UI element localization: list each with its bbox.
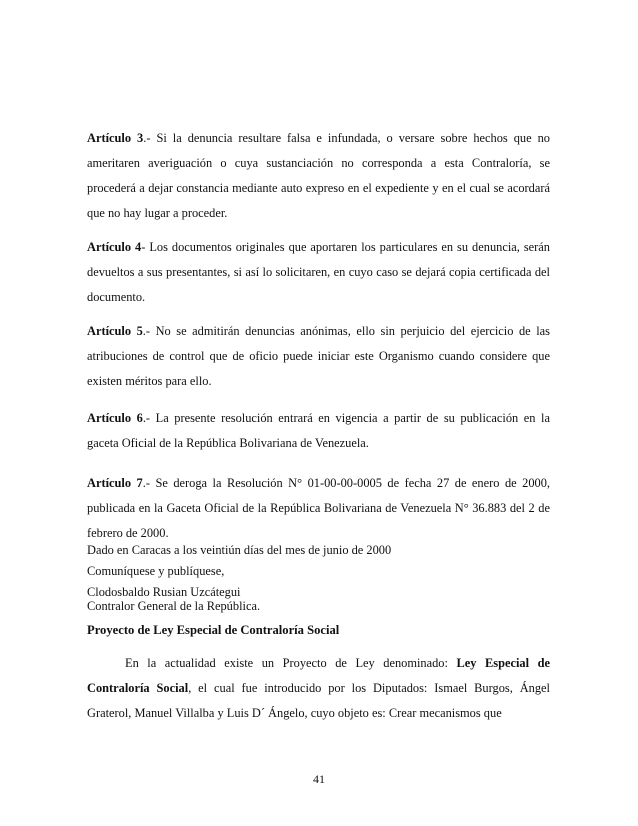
article-4 <box>87 235 550 310</box>
closing-dated: Dado en Caracas a los veintiún días del mes de junio de 2000 <box>87 543 392 557</box>
page-number: 41 <box>313 772 325 786</box>
article-5 <box>87 319 550 394</box>
article-3 <box>87 126 550 226</box>
article-3-label: Artículo 3 <box>87 131 144 145</box>
article-7-text: .- Se deroga la Resolución N° 01-00-00-0005 de fecha 27 de enero de 2000, publicada en la Gaceta Oficial de la República Bolivariana de Venezuela N° 36.883 del 2 de febrero de 2000. <box>87 476 550 540</box>
article-7-label: Artículo 7 <box>87 476 143 490</box>
section-paragraph-bold: Ley Especial de Contraloría Social <box>87 656 550 695</box>
section-paragraph <box>87 651 550 726</box>
article-5-text: .- No se admitirán denuncias anónimas, ello sin perjuicio del ejercicio de las atribuciones de control que de oficio puede iniciar este Organismo cuando considere que existen méritos para ello. <box>87 324 550 388</box>
article-6-label: Artículo 6 <box>87 411 143 425</box>
article-4-text: - Los documentos originales que aportaren los particulares en su denuncia, serán devueltos a sus presentantes, si así lo solicitaren, en cuyo caso se dejará copia certificada del documento. <box>87 240 550 304</box>
article-6-text: .- La presente resolución entrará en vigencia a partir de su publicación en la gaceta Oficial de la República Bolivariana de Venezuela. <box>87 411 551 450</box>
article-4-label: Artículo 4 <box>87 240 142 254</box>
section-paragraph-part1: En la actualidad existe un Proyecto de Ley denominado: <box>125 656 457 670</box>
article-6 <box>87 406 550 456</box>
article-7 <box>87 471 550 546</box>
closing-publish: Comuníquese y publíquese, <box>87 564 225 578</box>
signer-name: Clodosbaldo Rusian Uzcátegui <box>87 585 241 599</box>
signer-title: Contralor General de la República. <box>87 599 261 613</box>
article-5-label: Artículo 5 <box>87 324 143 338</box>
section-heading: Proyecto de Ley Especial de Contraloría Social <box>87 623 340 637</box>
section-paragraph-part2: , el cual fue introducido por los Diputados: Ismael Burgos, Ángel Graterol, Manuel Villalba y Luis D´ Ángelo, cuyo objeto es: Crear mecanismos que <box>87 681 550 720</box>
article-3-text: .- Si la denuncia resultare falsa e infundada, o versare sobre hechos que no ameritaren averiguación o cuya sustanciación no corresponda a esta Contraloría, se procederá a dejar constancia mediante auto expreso en el expediente y en el cual se acordará que no hay lugar a proceder. <box>87 131 550 220</box>
